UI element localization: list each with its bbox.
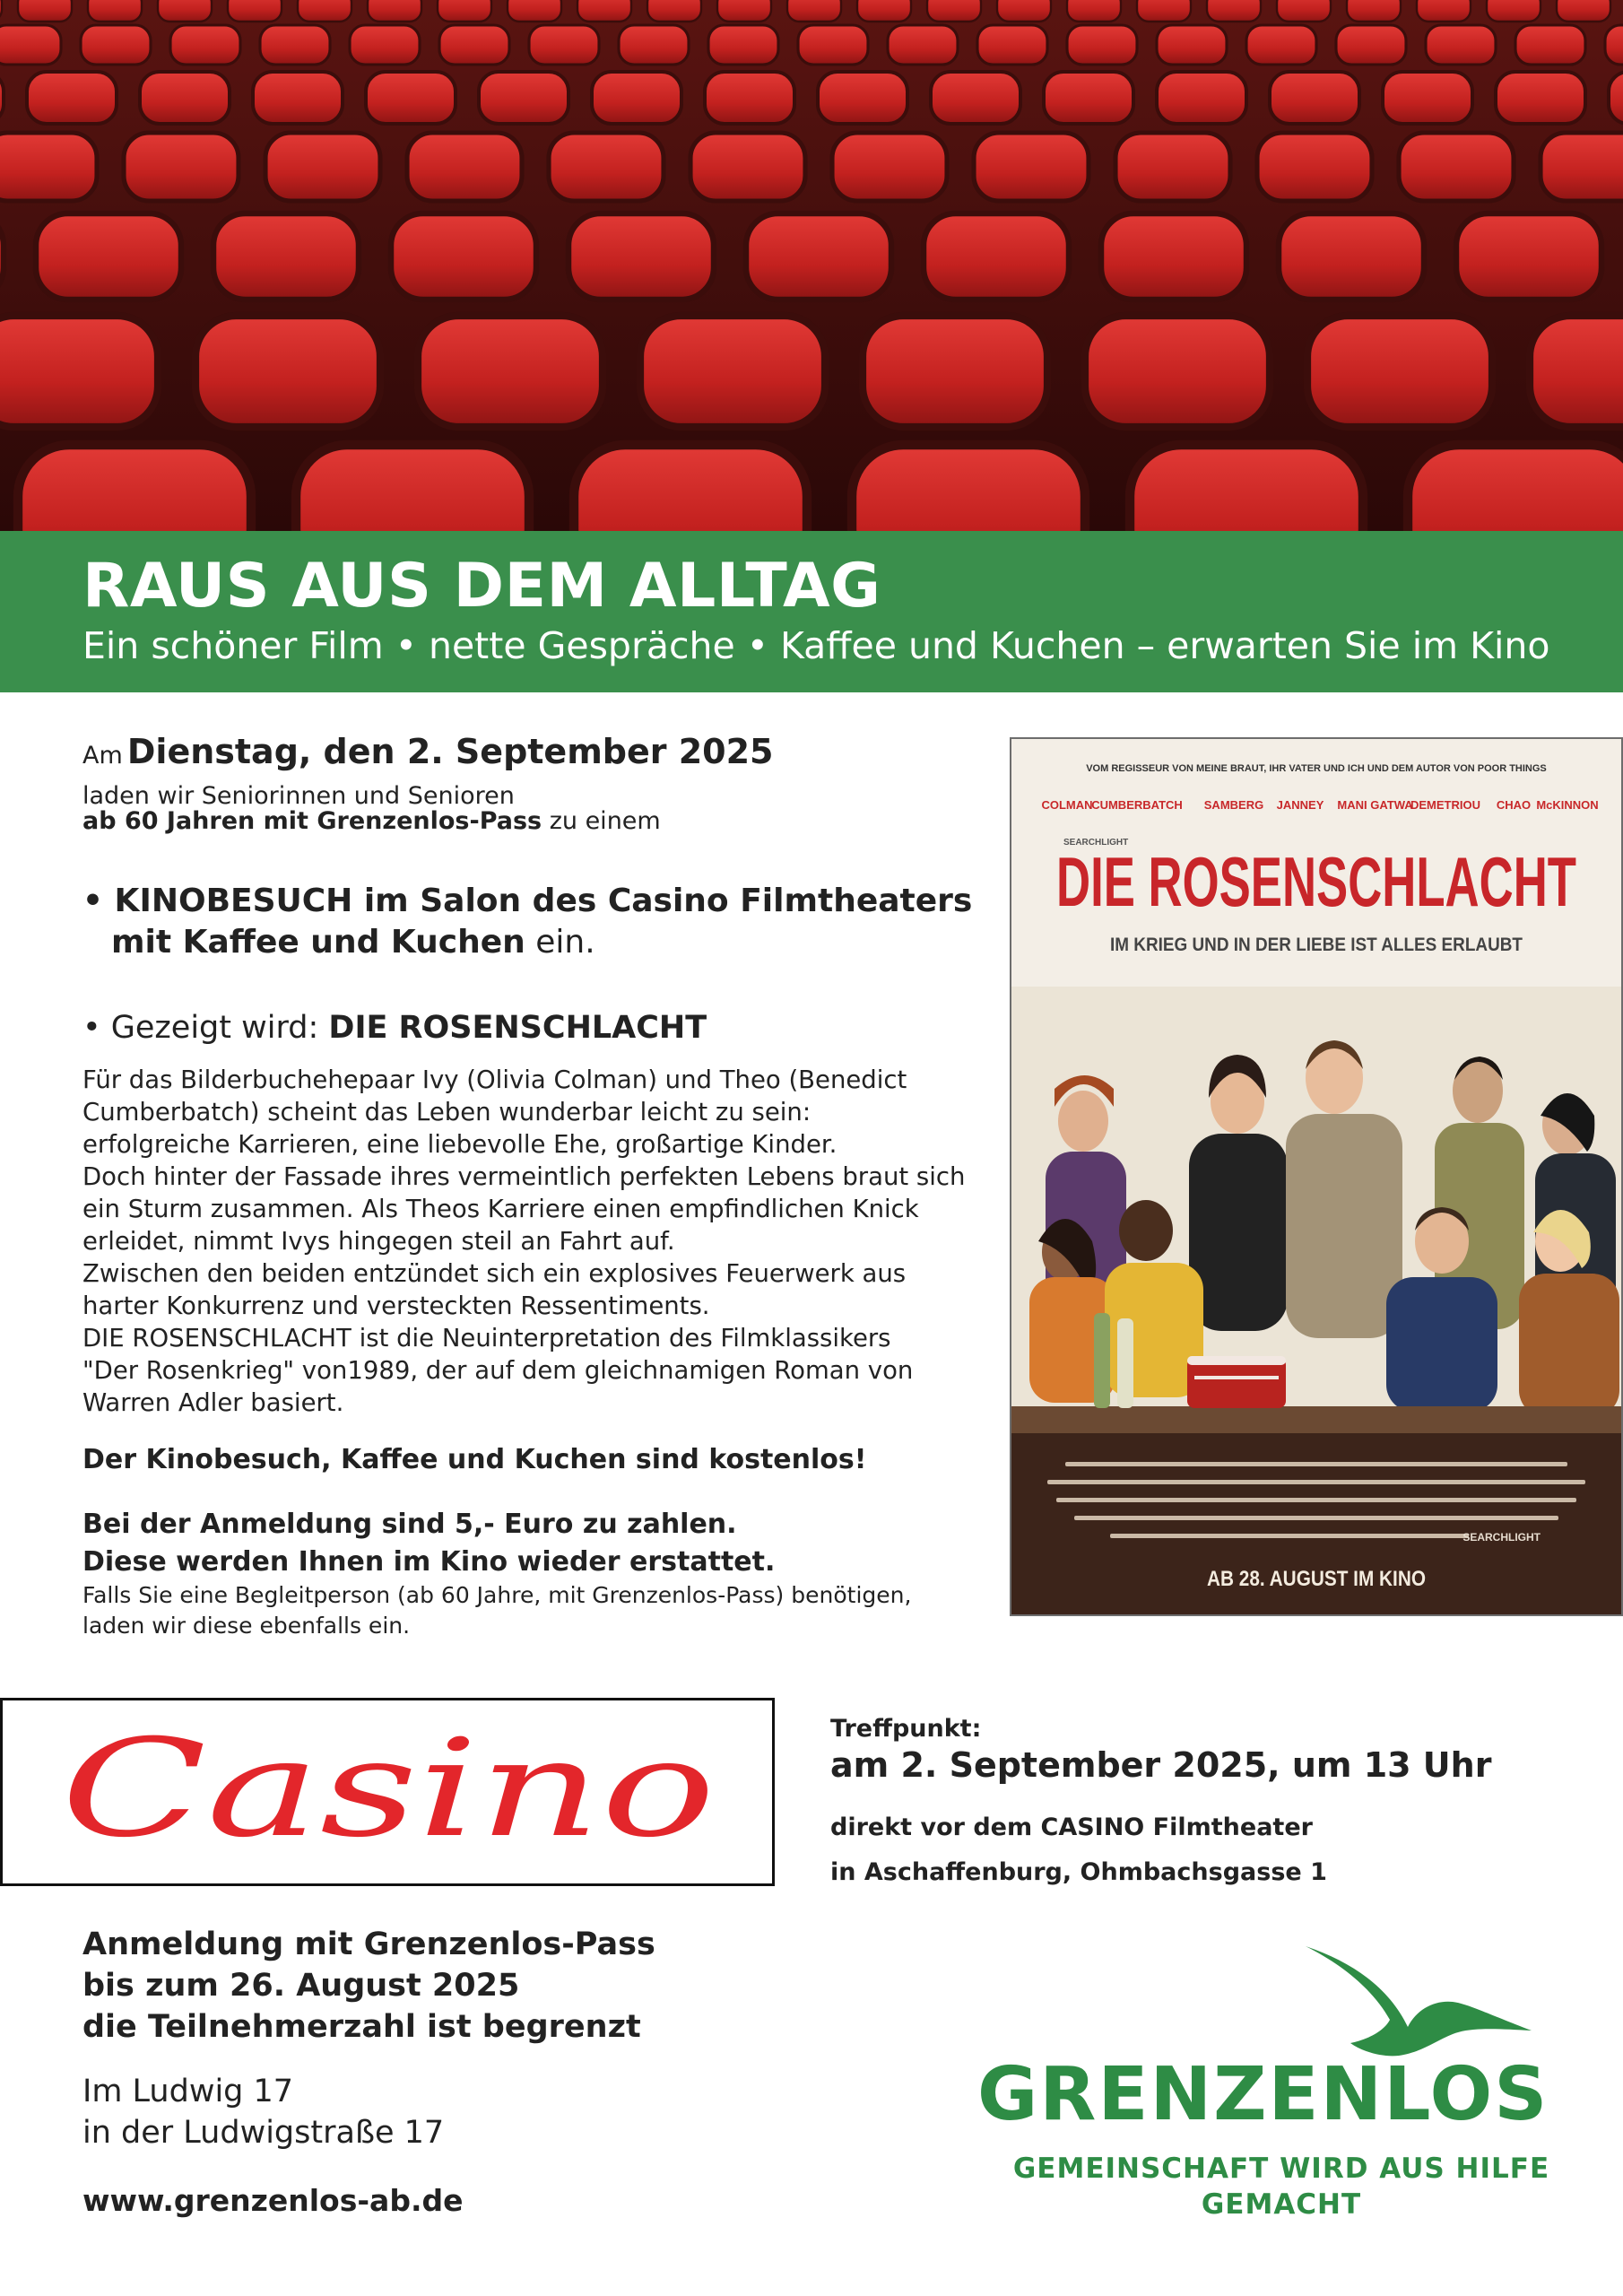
seat — [158, 0, 212, 22]
poster-studio-bottom: SEARCHLIGHT — [1462, 1531, 1541, 1544]
seat — [0, 133, 97, 201]
description-line: erfolgreiche Karrieren, eine liebevolle Ehe, großartige Kinder. — [82, 1130, 838, 1159]
seat — [857, 0, 911, 22]
poster-title: DIE ROSENSCHLACHT — [1056, 842, 1576, 921]
seat — [1399, 133, 1514, 201]
seat — [36, 213, 181, 300]
movie-bullet — [82, 1010, 707, 1046]
seat — [213, 213, 359, 300]
seat — [924, 213, 1069, 300]
seat — [931, 72, 1020, 124]
grenzenlos-wordmark: GRENZENLOS — [977, 2052, 1549, 2137]
invitation-line-2 — [82, 805, 661, 838]
poster-studio: SEARCHLIGHT — [1063, 838, 1129, 848]
meeting-location-2: in Aschaffenburg, Ohmbachsgasse 1 — [830, 1858, 1327, 1886]
seat — [296, 445, 529, 531]
header-band — [0, 531, 1623, 692]
seats-illustration — [0, 0, 1623, 531]
seat — [508, 0, 561, 22]
audience-bold: ab 60 Jahren mit Grenzenlos-Pass — [82, 807, 542, 835]
seat — [1115, 133, 1230, 201]
seat — [350, 25, 420, 65]
poster-cast-name: DEMETRIOU — [1410, 798, 1480, 812]
movie-bullet-prefix: • Gezeigt wird: — [82, 1010, 329, 1046]
seat — [1456, 213, 1601, 300]
seat — [888, 25, 958, 65]
description-line: erleidet, nimmt Ivys hingegen steil an Fahrt auf. — [82, 1227, 675, 1256]
seat — [1279, 213, 1424, 300]
cinema-seats-photo — [0, 0, 1623, 531]
seat — [1130, 445, 1363, 531]
seat — [1515, 25, 1585, 65]
seat — [1605, 25, 1623, 65]
description-line: "Der Rosenkrieg" von1989, der auf dem gleichnamigen Roman von — [82, 1356, 914, 1385]
poster-tagline-top: VOM REGISSEUR VON MEINE BRAUT, IHR VATER UND ICH UND DEM AUTOR VON POOR THINGS — [1086, 763, 1547, 774]
description-line: Warren Adler basiert. — [82, 1388, 344, 1417]
description-line: Cumberbatch) scheint das Leben wunderbar leicht zu sein: — [82, 1098, 812, 1126]
poster-cast-name: CHAO — [1496, 798, 1532, 812]
meeting-datetime: am 2. September 2025, um 13 Uhr — [830, 1745, 1492, 1785]
poster-cast-name: COLMAN — [1041, 798, 1093, 812]
description-line: Für das Bilderbuchehepaar Ivy (Olivia Colman) und Theo (Benedict — [82, 1065, 907, 1094]
seat — [717, 0, 771, 22]
seat — [1530, 316, 1623, 427]
seat — [1426, 25, 1496, 65]
seat — [568, 213, 714, 300]
seat — [1336, 25, 1406, 65]
poster-art — [1011, 739, 1621, 1614]
seat — [647, 0, 701, 22]
seat — [1347, 0, 1401, 22]
poster-release-date: AB 28. AUGUST IM KINO — [1207, 1567, 1426, 1591]
seat — [1557, 0, 1610, 22]
grenzenlos-tagline-2: GEMACHT — [1201, 2188, 1362, 2221]
seat — [18, 0, 72, 22]
event-date: Dienstag, den 2. September 2025 — [126, 732, 774, 771]
seat — [1067, 0, 1121, 22]
seat — [368, 0, 421, 22]
companion-notice-1: Falls Sie eine Begleitperson (ab 60 Jahre, mit Grenzenlos-Pass) benötigen, — [82, 1582, 912, 1608]
registration-line-1: Anmeldung mit Grenzenlos-Pass — [82, 1926, 655, 1962]
seat — [195, 316, 380, 427]
seat — [418, 316, 603, 427]
seat — [787, 0, 841, 22]
seat — [640, 316, 825, 427]
seat — [1277, 0, 1331, 22]
seat — [1307, 316, 1492, 427]
free-notice: Der Kinobesuch, Kaffee und Kuchen sind kostenlos! — [82, 1444, 867, 1475]
seat — [705, 72, 794, 124]
movie-poster — [1010, 737, 1623, 1616]
seat — [407, 133, 522, 201]
grenzenlos-logo — [968, 1944, 1578, 2240]
seat — [577, 0, 631, 22]
poster-cake — [1187, 1356, 1286, 1408]
poster-cast-name: GATWA — [1370, 798, 1413, 812]
seat — [549, 133, 664, 201]
poster-cast-name: MANI — [1337, 798, 1367, 812]
seat — [977, 25, 1047, 65]
cinema-visit-bullet: • KINOBESUCH im Salon des Casino Filmtheaters — [82, 883, 973, 919]
invitation-date-line — [82, 732, 774, 771]
seat — [366, 72, 456, 124]
poster-cast-name: CUMBERBATCH — [1091, 798, 1183, 812]
seat — [708, 25, 778, 65]
seat — [1137, 0, 1191, 22]
seat — [1207, 0, 1261, 22]
description-line: DIE ROSENSCHLACHT ist die Neuinterpretation des Filmklassikers — [82, 1324, 891, 1352]
seat — [1101, 213, 1246, 300]
seat — [479, 72, 568, 124]
seat — [1408, 445, 1623, 531]
seat — [140, 72, 230, 124]
seat — [1085, 316, 1270, 427]
seat — [1496, 72, 1585, 124]
companion-notice-2: laden wir diese ebenfalls ein. — [82, 1613, 411, 1639]
seat — [1044, 72, 1133, 124]
meeting-location-1: direkt vor dem CASINO Filmtheater — [830, 1813, 1313, 1841]
seat — [798, 25, 868, 65]
casino-logo-text: Casino — [61, 1711, 716, 1867]
seat — [1383, 72, 1472, 124]
movie-description — [82, 1064, 979, 1419]
description-line: harter Konkurrenz und versteckten Ressentiments. — [82, 1292, 710, 1320]
seat — [27, 72, 117, 124]
seat — [863, 316, 1047, 427]
seat — [253, 72, 343, 124]
seat — [1067, 25, 1137, 65]
audience-rest: zu einem — [542, 807, 661, 835]
seat — [1417, 0, 1471, 22]
casino-logo-box — [0, 1698, 775, 1886]
seat — [0, 316, 158, 427]
seat — [974, 133, 1089, 201]
seat — [1246, 25, 1316, 65]
description-line: Zwischen den beiden entzündet sich ein explosives Feuerwerk aus — [82, 1259, 907, 1288]
seat — [298, 0, 352, 22]
poster-cast-list — [1041, 798, 1598, 812]
seat — [619, 25, 689, 65]
seat — [265, 133, 380, 201]
registration-deadline: bis zum 26. August 2025 — [82, 1968, 520, 2004]
seat — [170, 25, 240, 65]
seat — [260, 25, 330, 65]
page-subtitle: Ein schöner Film • nette Gespräche • Kaffee und Kuchen – erwarten Sie im Kino — [82, 624, 1550, 667]
seat — [81, 25, 151, 65]
seat — [0, 25, 61, 65]
seat — [1157, 72, 1246, 124]
invitation-line-1: laden wir Seniorinnen und Senioren — [82, 782, 515, 810]
seat — [439, 25, 509, 65]
page-title: RAUS AUS DEM ALLTAG — [82, 551, 881, 622]
coffee-cake-rest: ein. — [525, 924, 595, 961]
poster-subtitle: IM KRIEG UND IN DER LIEBE IST ALLES ERLAUBT — [1110, 935, 1523, 955]
seat — [1541, 133, 1623, 201]
casino-logo — [3, 1700, 772, 1883]
poster-table — [1011, 1406, 1621, 1433]
coffee-cake-bold: mit Kaffee und Kuchen — [111, 924, 525, 961]
address-line-2: in der Ludwigstraße 17 — [82, 2115, 445, 2151]
seat — [1609, 72, 1623, 124]
movie-title: DIE ROSENSCHLACHT — [328, 1010, 707, 1046]
seat — [18, 445, 251, 531]
cinema-visit-bullet-line2 — [111, 924, 595, 961]
seat — [1257, 133, 1372, 201]
seat — [228, 0, 282, 22]
website-link[interactable]: www.grenzenlos-ab.de — [82, 2183, 464, 2218]
am-word: Am — [82, 742, 123, 770]
seat — [529, 25, 599, 65]
seat — [124, 133, 239, 201]
seat — [438, 0, 491, 22]
seat — [997, 0, 1051, 22]
fee-notice-2: Diese werden Ihnen im Kino wieder erstattet. — [82, 1546, 776, 1578]
description-line: Doch hinter der Fassade ihres vermeintlich perfekten Lebens braut sich — [82, 1162, 966, 1191]
poster-cast-name: JANNEY — [1276, 798, 1324, 812]
seat — [1270, 72, 1359, 124]
seat — [690, 133, 805, 201]
poster-cast-name: SAMBERG — [1203, 798, 1264, 812]
registration-limit: die Teilnehmerzahl ist begrenzt — [82, 2009, 641, 2045]
fee-notice-1: Bei der Anmeldung sind 5,- Euro zu zahlen. — [82, 1509, 737, 1540]
seat — [1487, 0, 1541, 22]
seat — [1157, 25, 1227, 65]
seat — [592, 72, 681, 124]
seat — [818, 72, 907, 124]
grenzenlos-tagline-1: GEMEINSCHAFT WIRD AUS HILFE — [1012, 2152, 1550, 2185]
seat — [88, 0, 142, 22]
seat — [746, 213, 891, 300]
seat — [927, 0, 981, 22]
seat — [832, 133, 947, 201]
address-line-1: Im Ludwig 17 — [82, 2074, 294, 2109]
poster-cast-name: McKINNON — [1536, 798, 1599, 812]
seat — [574, 445, 807, 531]
seat — [391, 213, 536, 300]
meeting-label: Treffpunkt: — [830, 1715, 982, 1743]
description-line: ein Sturm zusammen. Als Theos Karriere einen empfindlichen Knick — [82, 1195, 919, 1223]
seat — [852, 445, 1085, 531]
